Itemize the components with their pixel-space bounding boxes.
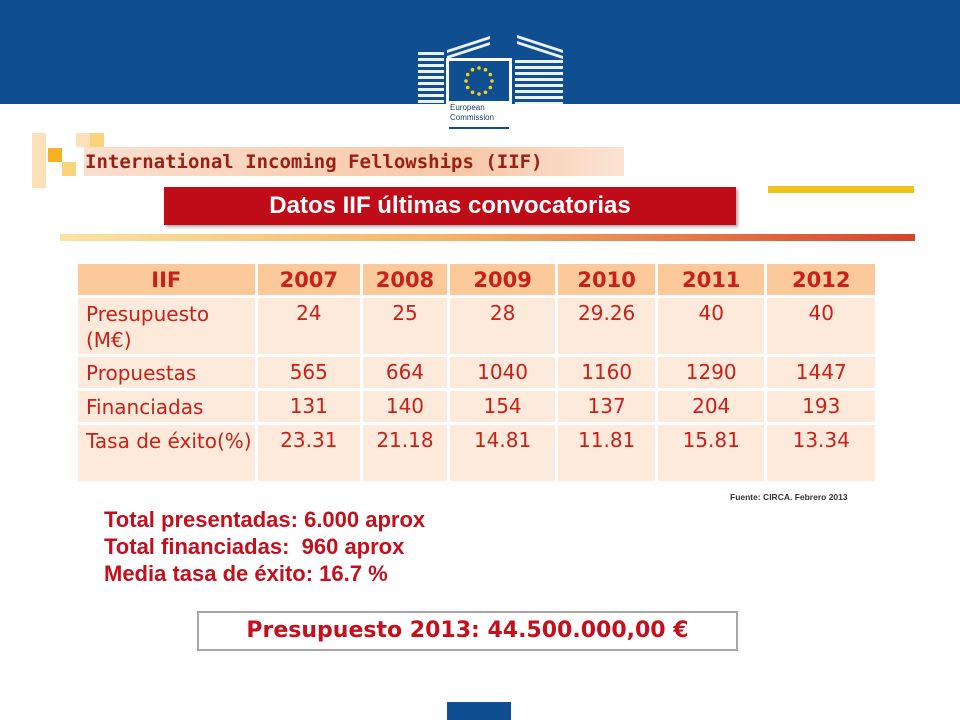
totals-block xyxy=(104,506,425,587)
table-cell: 15.81 xyxy=(658,425,765,481)
row-label: Presupuesto (M€) xyxy=(78,298,255,354)
table-header-row xyxy=(78,264,875,295)
table-row xyxy=(78,425,875,481)
average-success-rate: Media tasa de éxito: 16.7 % xyxy=(104,561,388,586)
accent-bar xyxy=(768,186,914,193)
column-header: 2011 xyxy=(658,264,765,295)
table-cell: 1447 xyxy=(767,357,875,388)
table-cell: 28 xyxy=(450,298,556,354)
column-header: 2012 xyxy=(767,264,875,295)
table-cell: 21.18 xyxy=(363,425,447,481)
budget-text: Presupuesto 2013: 44.500.000,00 € xyxy=(246,618,689,643)
source-note: Fuente: CIRCA. Febrero 2013 xyxy=(730,492,848,502)
total-funded: Total financiadas: 960 aprox xyxy=(104,534,405,559)
table-cell: 13.34 xyxy=(767,425,875,481)
table-cell: 565 xyxy=(258,357,361,388)
table-cell: 25 xyxy=(363,298,447,354)
logo-line-2: Commission xyxy=(450,113,495,122)
table-cell: 1040 xyxy=(450,357,556,388)
logo-underline xyxy=(449,127,509,129)
table-row xyxy=(78,298,875,354)
table-cell: 1290 xyxy=(658,357,765,388)
table-cell: 140 xyxy=(363,391,447,422)
slide-title: International Incoming Fellowships (IIF) xyxy=(85,151,543,173)
table-cell: 664 xyxy=(363,357,447,388)
table-cell: 40 xyxy=(767,298,875,354)
table-row xyxy=(78,391,875,422)
logo-line-1: European xyxy=(450,103,485,112)
table-cell: 29.26 xyxy=(558,298,655,354)
table-cell: 204 xyxy=(658,391,765,422)
table-cell: 131 xyxy=(258,391,361,422)
column-header: IIF xyxy=(78,264,255,295)
row-label: Tasa de éxito(%) xyxy=(78,425,255,481)
iif-data-table xyxy=(75,261,878,484)
footer-tab xyxy=(447,702,511,720)
row-label: Propuestas xyxy=(78,357,255,388)
slide-subtitle: Datos IIF últimas convocatorias xyxy=(269,192,631,219)
eu-flag xyxy=(449,61,509,101)
table-cell: 24 xyxy=(258,298,361,354)
divider-rule xyxy=(60,234,915,241)
column-header: 2008 xyxy=(363,264,447,295)
column-header: 2007 xyxy=(258,264,361,295)
table-cell: 40 xyxy=(658,298,765,354)
row-label: Financiadas xyxy=(78,391,255,422)
table-cell: 14.81 xyxy=(450,425,556,481)
table-cell: 23.31 xyxy=(258,425,361,481)
table-cell: 193 xyxy=(767,391,875,422)
ec-logo-text xyxy=(450,103,510,123)
table-cell: 1160 xyxy=(558,357,655,388)
table-row xyxy=(78,357,875,388)
table-cell: 11.81 xyxy=(558,425,655,481)
table-cell: 137 xyxy=(558,391,655,422)
eu-stars-icon xyxy=(449,61,509,101)
table-cell: 154 xyxy=(450,391,556,422)
column-header: 2009 xyxy=(450,264,556,295)
column-header: 2010 xyxy=(558,264,655,295)
total-presented: Total presentadas: 6.000 aprox xyxy=(104,507,426,532)
